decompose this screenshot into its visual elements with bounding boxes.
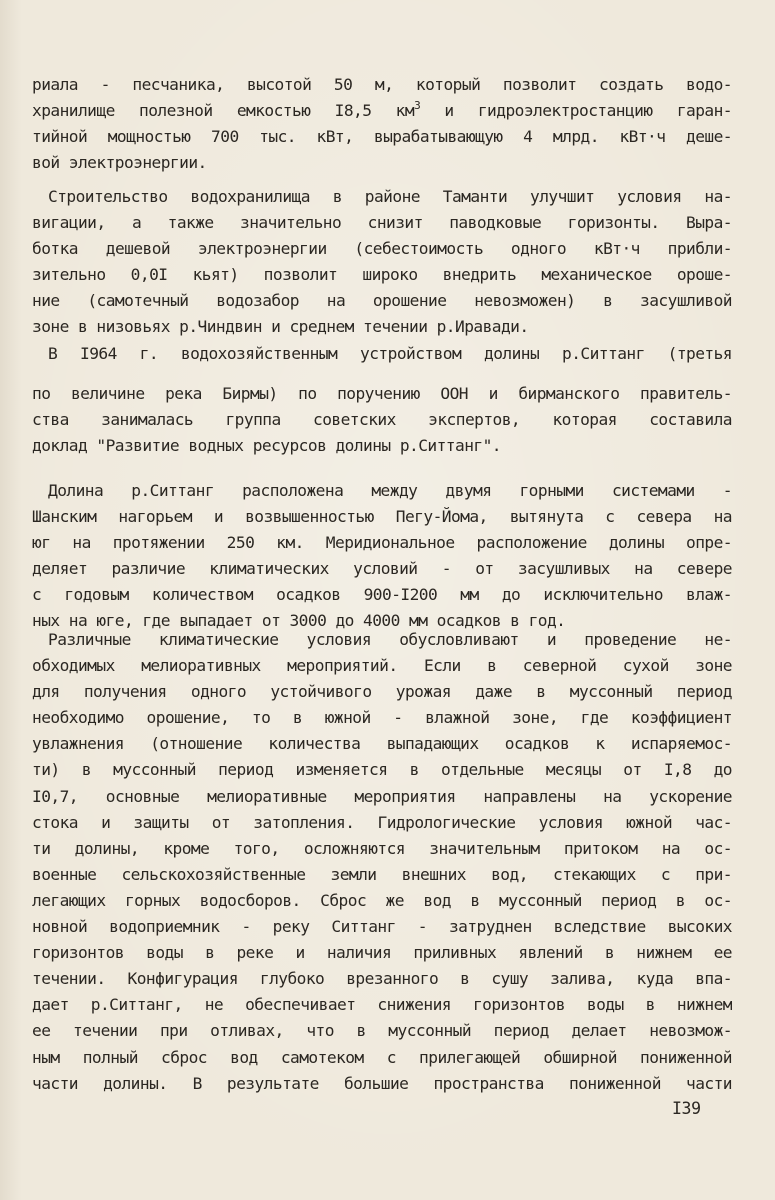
text-line: Строительство водохранилища в районе Таманти улучшит условия на-: [48, 187, 732, 206]
text-line: дает р.Ситтанг, не обеспечивает снижения горизонтов воды в нижнем: [32, 995, 732, 1015]
text-line: В I964 г. водохозяйственным устройством долины р.Ситтанг (третья: [48, 344, 732, 363]
text-segment: и гидроэлектростанцию гаран-: [420, 101, 732, 121]
text-line: ти) в муссонный период изменяется в отдельные месяцы от I,8 до: [32, 760, 732, 780]
text-line: Долина р.Ситтанг расположена между двумя горными системами -: [48, 481, 732, 500]
paragraph-5: [32, 627, 732, 1097]
text-line: риала - песчаника, высотой 50 м, который позволит создать водо-: [32, 75, 732, 94]
text-line: Шанским нагорьем и возвышенностью Пегу-Йома, вытянута с севера на: [32, 507, 732, 527]
text-line: деляет различие климатических условий - от засушливых на севере: [32, 559, 732, 579]
text-line: ее течении при отливах, что в муссонный период делает невозмож-: [32, 1021, 732, 1041]
text-line: необходимо орошение, то в южной - влажной зоне, где коэффициент: [32, 708, 732, 728]
page-number: I39: [672, 1099, 701, 1118]
text-line: стока и защиты от затопления. Гидрологические условия южной час-: [32, 812, 732, 832]
paragraph-2: [32, 184, 732, 341]
text-line: ных на юге, где выпадает от 3000 до 4000 мм осадков в год.: [32, 611, 566, 631]
text-line: вой электроэнергии.: [32, 153, 207, 173]
text-line: военные сельскохозяйственные земли внешних вод, стекающих с при-: [32, 864, 732, 884]
text-line: вигации, а также значительно снизит паводковые горизонты. Выра-: [32, 213, 732, 233]
text-line: увлажнения (отношение количества выпадающих осадков к испаряемос-: [32, 734, 732, 754]
text-line: течении. Конфигурация глубоко врезанного в сушу залива, куда впа-: [32, 969, 732, 989]
text-line: [32, 98, 732, 124]
text-line: ние (самотечный водозабор на орошение невозможен) в засушливой: [32, 291, 732, 311]
text-line: для получения одного устойчивого урожая даже в муссонный период: [32, 682, 732, 702]
text-line: ства занималась группа советских экспертов, которая составила: [32, 410, 732, 430]
text-line: горизонтов воды в реке и наличия приливных явлений в нижнем ее: [32, 943, 732, 963]
text-line: части долины. В результате большие пространства пониженной части: [32, 1073, 732, 1093]
superscript: 3: [414, 99, 421, 113]
text-line: по величине река Бирмы) по поручению ООН и бирманского правитель-: [32, 384, 732, 403]
text-line: ти долины, кроме того, осложняются значительным притоком на ос-: [32, 838, 732, 858]
paragraph-4: [32, 478, 732, 635]
text-line: новной водоприемник - реку Ситтанг - затруднен вследствие высоких: [32, 917, 732, 937]
text-line: с годовым количеством осадков 900-I200 мм до исключительно влаж-: [32, 585, 732, 605]
text-segment: хранилище полезной емкостью I8,5 км: [32, 101, 415, 121]
text-line: зоне в низовьях р.Чиндвин и среднем течении р.Иравади.: [32, 317, 529, 337]
text-line: обходимых мелиоративных мероприятий. Если в северной сухой зоне: [32, 656, 732, 676]
paragraph-1: [32, 72, 732, 176]
text-line: доклад "Развитие водных ресурсов долины р.Ситтанг".: [32, 436, 501, 456]
text-line: юг на протяжении 250 км. Меридиональное расположение долины опре-: [32, 533, 732, 553]
text-line: Различные климатические условия обусловливают и проведение не-: [48, 630, 732, 649]
paragraph-3: [32, 341, 732, 459]
text-line: тийной мощностью 700 тыс. кВт, вырабатывающую 4 млрд. кВт·ч деше-: [32, 127, 732, 147]
text-line: зительно 0,0I кьят) позволит широко внедрить механическое ороше-: [32, 265, 732, 285]
text-line: ботка дешевой электроэнергии (себестоимость одного кВт·ч прибли-: [32, 239, 732, 259]
text-line: легающих горных водосборов. Сброс же вод в муссонный период в ос-: [32, 890, 732, 910]
text-line: ным полный сброс вод самотеком с прилегающей обширной пониженной: [32, 1047, 732, 1067]
text-line: I0,7, основные мелиоративные мероприятия направлены на ускорение: [32, 786, 732, 806]
